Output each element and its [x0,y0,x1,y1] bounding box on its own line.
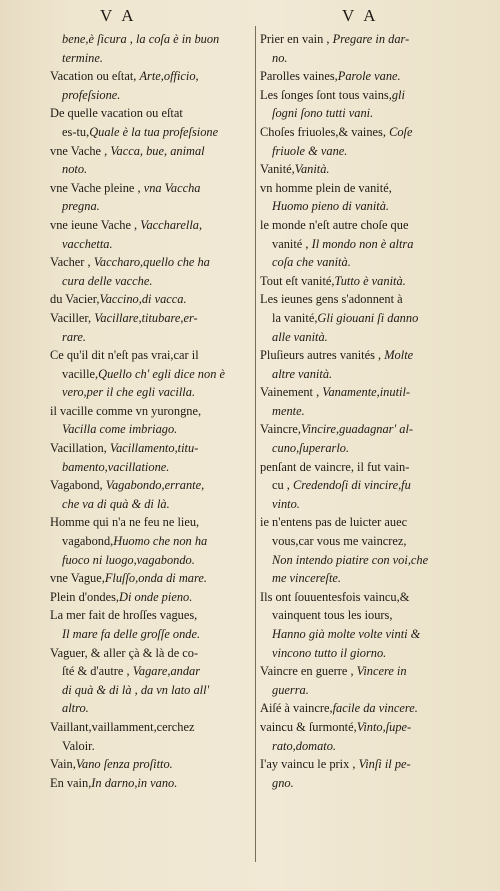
italian-text: Coſe [389,124,413,139]
italian-text: cura delle vacche. [62,273,153,288]
dictionary-entry [50,142,264,179]
french-text: ie n'entens pas de luicter auec [260,515,408,530]
entry-line [50,551,264,570]
italian-text: Vacillare,titubare,er- [94,310,198,325]
entry-line [50,216,264,235]
french-text: la vanité, [272,310,318,325]
italian-text: vincono tutto il giorno. [272,645,387,660]
italian-text: Di onde pieno. [119,589,193,604]
dictionary-entry [50,606,264,643]
italian-text: guerra. [272,682,309,697]
french-text: cu , [272,478,293,493]
french-text: Vainement , [260,385,323,400]
italian-text: Vaccharella, [140,217,203,232]
french-text: vn homme plein de vanité, [260,180,392,195]
entry-line [260,699,474,718]
entry-line [260,142,474,161]
italian-text: altro. [62,701,89,716]
entry-line [50,774,264,793]
italian-text: Molte [384,348,414,363]
italian-text: Vinſi il pe- [358,757,411,772]
italian-text: Parole vane. [337,69,401,84]
dictionary-entry [260,513,474,587]
italian-text: Vincere in [356,664,407,679]
dictionary-entry [260,699,474,718]
french-text: du Vacier, [50,292,100,307]
italian-text: mente. [272,403,305,418]
entry-line [260,346,474,365]
dictionary-entry [260,755,474,792]
entry-line [260,309,474,328]
entry-line [50,737,264,756]
entry-line [260,235,474,254]
italian-text: facile da vincere. [332,701,418,716]
italian-text: Quello ch' egli dice non è [98,366,225,381]
dictionary-entry [50,67,264,104]
italian-text: profeſsione. [62,87,121,102]
french-text: Vacillation, [50,441,110,456]
italian-text: Fluſſo,onda di mare. [104,571,207,586]
entry-line [50,197,264,216]
dictionary-entry [50,513,264,569]
entry-line [50,49,264,68]
italian-text: Credendoſi di vincire,fu [293,478,411,493]
italian-text: ſogni ſono tutti vani. [272,106,374,121]
french-text: Vaguer, & aller çà & là de co- [50,645,199,660]
dictionary-entry [260,30,474,67]
italian-text: rato,domato. [272,738,337,753]
entry-line [260,458,474,477]
french-text: vacille, [62,366,99,381]
italian-text: Huomo pieno di vanità. [272,199,390,214]
french-text: le monde n'eſt autre choſe que [260,217,409,232]
french-text: ſté & d'autre , [62,664,133,679]
italian-text: Vanità. [294,162,330,177]
dictionary-entry [50,104,264,141]
entry-line [50,681,264,700]
french-text: il vacille comme vn yurongne, [50,403,202,418]
italian-text: che va di quà & di là. [62,496,170,511]
entry-line [50,123,264,142]
entry-line [260,439,474,458]
italian-text: no. [272,50,288,65]
italian-text: Vanamente,inutil- [322,385,411,400]
french-text: Vagabond, [50,478,106,493]
french-text: Vacher , [50,255,94,270]
italian-text: Arte,officio, [139,69,199,84]
entry-line [50,142,264,161]
italian-text: Vacillamento,titu- [109,441,199,456]
entry-line [260,551,474,570]
dictionary-entry [260,383,474,420]
french-text: vne Vache pleine , [50,180,144,195]
entry-line [50,569,264,588]
entry-line [260,513,474,532]
dictionary-entry [50,476,264,513]
french-text: Choſes friuoles,& vaines, [260,124,390,139]
entry-line [260,30,474,49]
dictionary-entry [260,67,474,86]
dictionary-entry [260,86,474,123]
french-text: vagabond, [62,534,114,549]
french-text: vne Vague, [50,571,105,586]
french-text: vne Vache , [50,143,111,158]
entry-line [50,625,264,644]
dictionary-entry [50,774,264,793]
dictionary-entry [260,420,474,457]
dictionary-entry [260,458,474,514]
french-text: Valoir. [62,738,95,753]
entry-line [260,606,474,625]
entry-line [260,420,474,439]
french-text: Vain, [50,757,76,772]
entry-line [50,718,264,737]
dictionary-entry [50,644,264,718]
dictionary-entry [260,718,474,755]
dictionary-entry [50,402,264,439]
french-text: Plein d'ondes, [50,589,120,604]
italian-text: Pregare in dar- [332,32,410,46]
entry-line [260,253,474,272]
entry-line [260,737,474,756]
dictionary-entry [50,718,264,755]
entry-line [260,588,474,607]
entry-line [260,569,474,588]
dictionary-entry [50,216,264,253]
entry-line [50,699,264,718]
dictionary-entry [260,290,474,346]
entry-line [260,495,474,514]
dictionary-entry [50,290,264,309]
entry-line [50,346,264,365]
entry-line [260,383,474,402]
dictionary-entry [50,755,264,774]
italian-text: bamento,vacillatione. [62,459,170,474]
italian-text: Hanno già molte volte vinti & [272,627,421,641]
entry-line [260,644,474,663]
french-text: Tout eſt vanité, [260,273,335,288]
entry-line [50,86,264,105]
entry-line [260,49,474,68]
entry-line [50,606,264,625]
entry-line [260,216,474,235]
entry-line [50,476,264,495]
dictionary-entry [260,216,474,272]
entry-line [50,272,264,291]
left-column [50,30,264,792]
french-text: Ce qu'il dit n'eſt pas vrai,car il [50,348,199,363]
french-text: Vaincre en guerre , [260,664,357,679]
entry-line [260,179,474,198]
french-text: Vacation ou eſtat, [50,69,140,84]
italian-text: vacchetta. [62,236,113,251]
dictionary-entry [50,309,264,346]
entry-line [260,402,474,421]
italian-text: pregna. [62,199,100,214]
dictionary-entry [50,569,264,588]
italian-text: gli [391,87,405,102]
french-text: Vaillant,vaillamment,cerchez [50,719,195,734]
dictionary-entry [260,123,474,160]
header-right: V A [342,6,379,25]
italian-text: In darno,in vano. [91,775,178,790]
italian-text: Vaccharo,quello che ha [93,255,210,270]
italian-text: bene,è ſicura , la coſa è in buon [62,32,220,46]
french-text: I'ay vaincu le prix , [260,757,359,772]
french-text: La mer fait de hroſſes vagues, [50,608,198,623]
french-text: Prier en vain , [260,32,333,46]
french-text: Ils ont ſouuentesfois vaincu,& [260,589,410,604]
italian-text: cuno,ſuperarlo. [272,441,350,456]
italian-text: alle vanità. [272,329,328,344]
dictionary-entry [50,588,264,607]
entry-line [50,328,264,347]
dictionary-entry [260,588,474,662]
french-text: Aiſé à vaincre, [260,701,333,716]
entry-line [50,495,264,514]
entry-line [260,272,474,291]
entry-line [50,513,264,532]
running-header [0,6,500,26]
dictionary-entry [260,346,474,383]
entry-line [260,160,474,179]
entry-line [50,458,264,477]
italian-text: Huomo che non ha [113,534,208,549]
entry-line [50,365,264,384]
italian-text: vinto. [272,496,300,511]
italian-text: noto. [62,162,88,177]
entry-line [50,402,264,421]
entry-line [260,123,474,142]
italian-text: me vincereſte. [272,571,342,586]
entry-line [260,328,474,347]
dictionary-entry [50,30,264,67]
entry-line [260,755,474,774]
italian-text: Vagabondo,errante, [105,478,205,493]
italian-text: altre vanità. [272,366,333,381]
entry-line [260,662,474,681]
entry-line [50,309,264,328]
italian-text: gno. [272,775,294,790]
entry-line [50,439,264,458]
italian-text: fuoco ni luogo,vagabondo. [62,552,195,567]
french-text: Parolles vaines, [260,69,338,84]
italian-text: Quale è la tua profeſsione [89,124,219,139]
entry-line [50,383,264,402]
italian-text: termine. [62,50,103,65]
italian-text: vna Vaccha [143,180,201,195]
right-column [260,30,474,792]
french-text: es-tu, [62,124,90,139]
french-text: vous,car vous me vaincrez, [272,534,407,549]
entry-line [260,104,474,123]
entry-line [50,755,264,774]
french-text: En vain, [50,775,92,790]
french-text: Vaciller, [50,310,95,325]
entry-line [50,420,264,439]
italian-text: di quà & di là , da vn lato all' [62,682,210,697]
french-text: Vaincre, [260,422,301,437]
french-text: vainquent tous les iours, [272,608,393,623]
italian-text: Vagare,andar [132,664,201,679]
italian-text: Vinto,ſupe- [356,719,412,734]
dictionary-entry [260,160,474,179]
dictionary-entry [50,439,264,476]
entry-line [260,718,474,737]
entry-line [260,625,474,644]
italian-text: Vacca, bue, animal [110,143,205,158]
italian-text: coſa che vanità. [272,255,351,270]
italian-text: vero,per il che egli vacilla. [62,385,196,400]
italian-text: Il mondo non è altra [311,236,414,251]
italian-text: friuole & vane. [272,143,348,158]
header-left: V A [100,6,137,25]
entry-line [50,104,264,123]
entry-line [50,662,264,681]
entry-line [50,67,264,86]
entry-line [260,774,474,793]
french-text: vaincu & ſurmonté, [260,719,357,734]
dictionary-entry [50,253,264,290]
dictionary-entry [50,346,264,402]
dictionary-entry [260,272,474,291]
french-text: Homme qui n'a ne feu ne lieu, [50,515,200,530]
entry-line [50,588,264,607]
french-text: Les ieunes gens s'adonnent à [260,292,403,307]
entry-line [260,476,474,495]
dictionary-entry [50,179,264,216]
entry-line [50,30,264,49]
entry-line [260,197,474,216]
italian-text: Vincire,guadagnar' al- [300,422,414,437]
dictionary-entry [260,662,474,699]
entry-line [260,532,474,551]
entry-line [50,179,264,198]
italian-text: rare. [62,329,86,344]
french-text: vne ieune Vache , [50,217,141,232]
entry-line [50,253,264,272]
italian-text: Vaccino,di vacca. [99,292,187,307]
entry-line [50,160,264,179]
entry-line [50,290,264,309]
entry-line [260,67,474,86]
entry-line [260,86,474,105]
entry-line [50,532,264,551]
italian-text: Tutto è vanità. [334,273,406,288]
dictionary-entry [260,179,474,216]
french-text: penſant de vaincre, il fut vain- [260,459,410,474]
entry-line [50,644,264,663]
entry-line [50,235,264,254]
italian-text: Non intendo piatire con voi,che [272,552,429,567]
italian-text: Vacilla come imbriago. [62,422,178,437]
french-text: Pluſieurs autres vanités , [260,348,385,363]
entry-line [260,290,474,309]
entry-line [260,365,474,384]
french-text: vanité , [272,236,312,251]
italian-text: Gli giouani ſi danno [317,310,419,325]
french-text: De quelle vacation ou eſtat [50,106,183,121]
entry-line [260,681,474,700]
italian-text: Il mare fa delle groſſe onde. [62,627,201,641]
italian-text: Vano ſenza proſitto. [75,757,173,772]
french-text: Les ſonges ſont tous vains, [260,87,392,102]
french-text: Vanité, [260,162,295,177]
